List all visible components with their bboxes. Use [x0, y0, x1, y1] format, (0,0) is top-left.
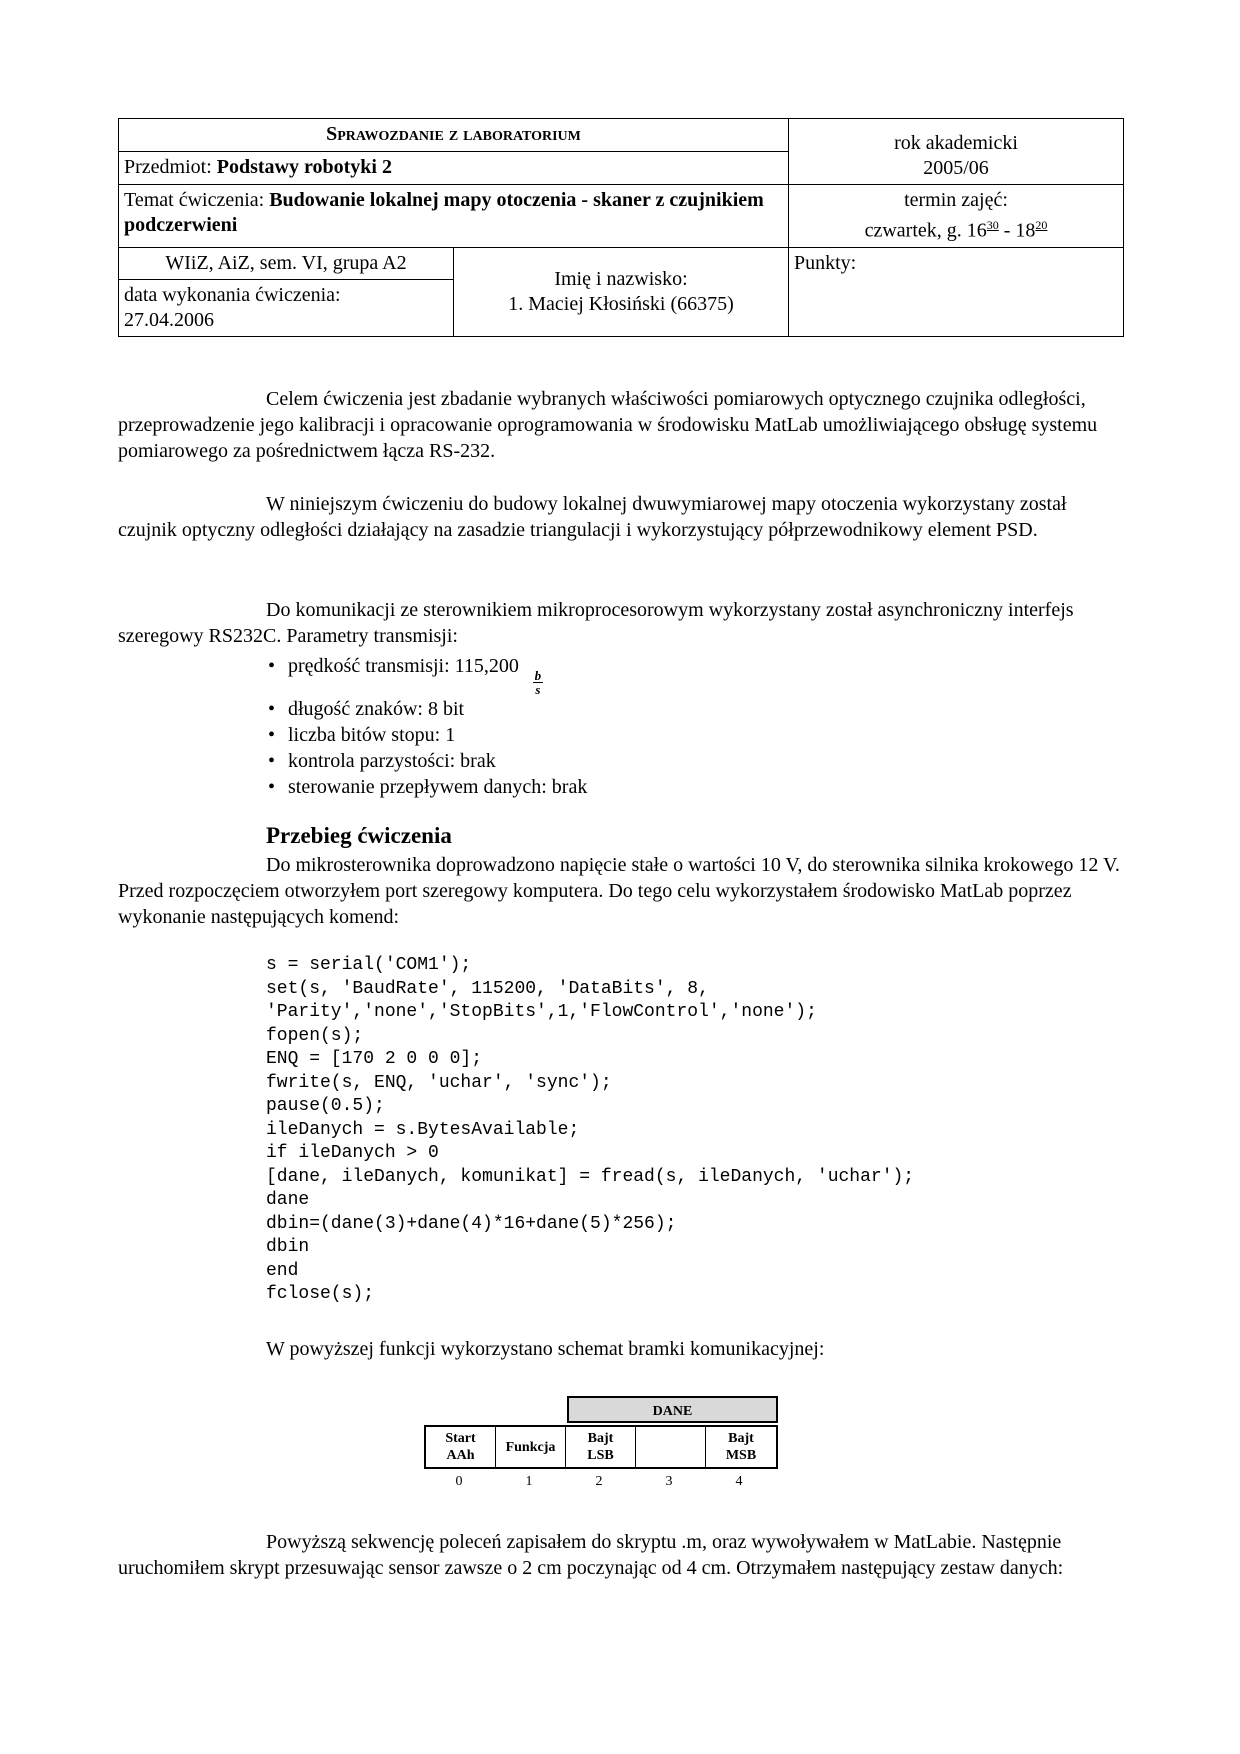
list-item: • liczba bitów stopu: 1: [268, 722, 587, 748]
date-label: data wykonania ćwiczenia:: [124, 283, 341, 306]
frame-cell-function: Funkcja: [496, 1427, 566, 1467]
group-cell: WIiZ, AiZ, sem. VI, grupa A2: [119, 247, 454, 279]
paragraph-results-intro: Powyższą sekwencję poleceń zapisałem do skryptu .m, oraz wywoływałem w MatLabie. Następnie uruchomiłem skrypt przesuwając sensor zawsze o 2 cm poczynając od 4 cm. Otrzymałem następujący zestaw danych:: [118, 1531, 1064, 1579]
list-item: • sterowanie przepływem danych: brak: [268, 774, 587, 800]
transmission-parameters-list: [268, 653, 587, 800]
academic-year-cell: [789, 119, 1124, 185]
subject-value: Podstawy robotyki 2: [216, 156, 392, 178]
paragraph-procedure: Do mikrosterownika doprowadzono napięcie stałe o wartości 10 V, do sterownika silnika krokowego 12 V. Przed rozpoczęciem otworzyłem port szeregowy komputera. Do tego celu wykorzystałem środowisko MatLab poprzez wykonanie następujących komend:: [118, 854, 1120, 928]
paragraph-purpose: Celem ćwiczenia jest zbadanie wybranych właściwości pomiarowych optycznego czujnika odległości, przeprowadzenie jego kalibracji i opracowanie oprogramowania w środowisku MatLab umożliwiającego obsługę systemu pomiarowego za pośrednictwem łącza RS-232.: [118, 388, 1098, 462]
report-title: Sprawozdanie z laboratorium: [119, 119, 789, 152]
date-cell: [119, 279, 454, 336]
topic-value: Budowanie lokalnej mapy otoczenia - skaner z czujnikiem podczerwieni: [124, 189, 764, 236]
frame-index: 0: [455, 1474, 463, 1489]
frame-cell-start: Start AAh: [426, 1427, 496, 1467]
section-title: Przebieg ćwiczenia: [266, 823, 452, 848]
list-item: • prędkość transmisji: 115,200 $\frac{b}{s}$: [268, 653, 587, 696]
communication-frame-diagram: [424, 1396, 780, 1492]
points-cell: [789, 247, 1124, 336]
term-time: czwartek, g. $16^{30} - 18^{20}$: [864, 218, 1048, 242]
report-header-table: [118, 118, 1124, 337]
name-cell: [454, 247, 789, 336]
academic-year-value: 2005/06: [923, 157, 989, 179]
points-label: Punkty:: [794, 251, 857, 274]
name-value: 1. Maciej Kłosiński (66375): [508, 292, 734, 315]
frame-indices: [424, 1474, 774, 1490]
frame-cells: [424, 1425, 778, 1469]
subject-label: Przedmiot:: [124, 156, 212, 178]
date-value: 27.04.2006: [124, 308, 214, 331]
topic-cell: [119, 185, 789, 248]
frame-cell-msb: Bajt MSB: [725, 1431, 757, 1463]
matlab-code-block: s = serial('COM1'); set(s, 'BaudRate', 115200, 'DataBits', 8, 'Parity','none','StopBits',1,'FlowControl','none'); fopen(s); ENQ = [170 2 0 0 0]; fwrite(s, ENQ, 'uchar', 'sync'); pause(0.5); ileDanych = s.BytesAvailable; if ileDanych > 0 [dane, ileDanych, komunikat] = fread(s, ileDanych, 'uchar'); dane dbin=(dane(3)+dane(4)*16+dane(5)*256); dbin end fclose(s);: [266, 955, 915, 1304]
frame-index: 1: [525, 1474, 533, 1489]
dane-group-label: DANE: [567, 1396, 778, 1423]
paragraph-frame-intro: W powyższej funkcji wykorzystano schemat bramki komunikacyjnej:: [266, 1338, 825, 1360]
topic-label: Temat ćwiczenia:: [124, 189, 265, 211]
unit-fraction: $\frac{b}{s}$: [534, 668, 542, 697]
frame-index: 3: [665, 1474, 673, 1489]
term-label: termin zajęć:: [904, 189, 1008, 211]
paragraph-communication: Do komunikacji ze sterownikiem mikroprocesorowym wykorzystany został asynchroniczny interfejs szeregowy RS232C. Parametry transmisji:: [118, 599, 1074, 647]
name-label: Imię i nazwisko:: [554, 267, 688, 290]
frame-index: 2: [595, 1474, 603, 1489]
paragraph-sensor: W niniejszym ćwiczeniu do budowy lokalnej dwuwymiarowej mapy otoczenia wykorzystany został czujnik optyczny odległości działający na zasadzie triangulacji i wykorzystujący półprzewodnikowy element PSD.: [118, 493, 1067, 541]
subject-cell: [119, 152, 789, 185]
term-cell: [789, 185, 1124, 248]
list-item: • kontrola parzystości: brak: [268, 748, 587, 774]
frame-cell-empty: [636, 1427, 706, 1467]
frame-cell-lsb: Bajt LSB: [566, 1427, 636, 1467]
list-item: • długość znaków: 8 bit: [268, 696, 587, 722]
academic-year-label: rok akademicki: [894, 132, 1018, 154]
frame-index: 4: [735, 1474, 743, 1489]
